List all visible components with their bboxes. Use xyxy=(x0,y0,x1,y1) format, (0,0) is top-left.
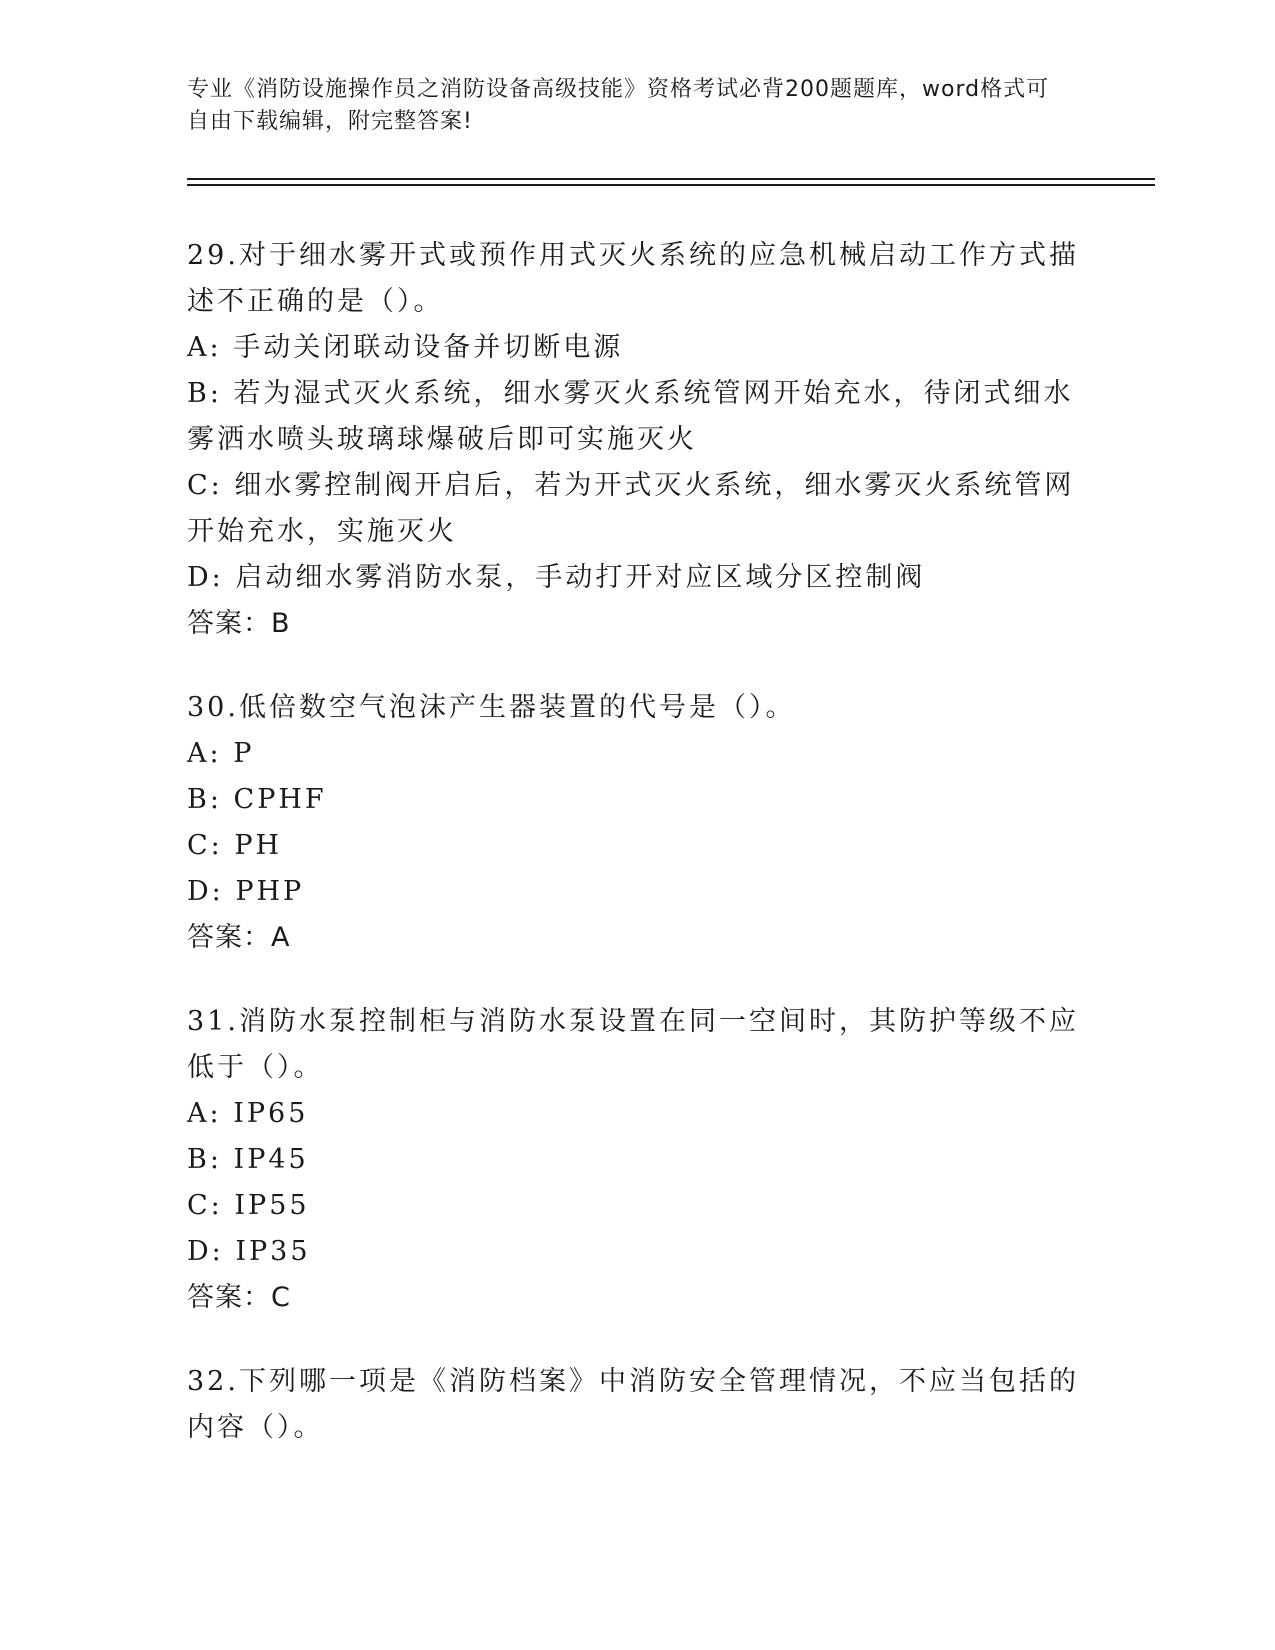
option-a xyxy=(187,731,1087,777)
option-b xyxy=(187,371,1087,463)
option-text: CPHF xyxy=(233,784,327,815)
option-key: B: xyxy=(187,784,222,815)
option-b xyxy=(187,1137,1087,1183)
header-divider-top xyxy=(187,178,1155,180)
option-key: D: xyxy=(187,562,224,593)
option-key: D: xyxy=(187,1236,224,1267)
option-b xyxy=(187,777,1087,823)
document-header: 专业《消防设施操作员之消防设备高级技能》资格考试必背200题题库，word格式可自由下载编辑，附完整答案! xyxy=(187,77,1050,134)
option-text: IP35 xyxy=(235,1236,311,1267)
option-key: C: xyxy=(187,830,223,861)
option-d xyxy=(187,555,1087,601)
option-text: IP45 xyxy=(233,1144,309,1175)
option-text: 启动细水雾消防水泵，手动打开对应区域分区控制阀 xyxy=(235,562,926,593)
option-key: C: xyxy=(187,470,223,501)
option-key: A: xyxy=(187,332,222,363)
option-text: 手动关闭联动设备并切断电源 xyxy=(233,332,624,363)
question-stem: 29.对于细水雾开式或预作用式灭火系统的应急机械启动工作方式描述不正确的是（）。 xyxy=(187,240,1079,317)
answer-line: 答案：C xyxy=(187,1282,291,1313)
option-key: D: xyxy=(187,876,224,907)
option-key: B: xyxy=(187,378,222,409)
question-stem: 32.下列哪一项是《消防档案》中消防安全管理情况，不应当包括的内容（）。 xyxy=(187,1366,1079,1443)
option-text: IP65 xyxy=(233,1098,309,1129)
option-text: PH xyxy=(234,830,283,861)
question-30 xyxy=(187,685,1087,961)
question-29 xyxy=(187,233,1087,647)
option-a xyxy=(187,325,1087,371)
option-text: 若为湿式灭火系统，细水雾灭火系统管网开始充水，待闭式细水雾洒水喷头玻璃球爆破后即可实施灭火 xyxy=(187,378,1074,455)
option-key: A: xyxy=(187,738,222,769)
header-divider-bottom xyxy=(187,184,1155,186)
option-key: A: xyxy=(187,1098,222,1129)
question-list xyxy=(187,233,1087,1489)
option-d xyxy=(187,1229,1087,1275)
answer-line: 答案：B xyxy=(187,608,291,639)
option-a xyxy=(187,1091,1087,1137)
option-text: PHP xyxy=(235,876,305,907)
question-stem: 30.低倍数空气泡沫产生器装置的代号是（）。 xyxy=(187,692,796,723)
option-text: P xyxy=(233,738,255,769)
question-stem: 31.消防水泵控制柜与消防水泵设置在同一空间时，其防护等级不应低于（）。 xyxy=(187,1006,1079,1083)
option-text: 细水雾控制阀开启后，若为开式灭火系统，细水雾灭火系统管网开始充水，实施灭火 xyxy=(187,470,1075,547)
option-c xyxy=(187,823,1087,869)
option-c xyxy=(187,463,1087,555)
option-c xyxy=(187,1183,1087,1229)
option-key: C: xyxy=(187,1190,223,1221)
answer-line: 答案：A xyxy=(187,922,291,953)
question-32 xyxy=(187,1359,1087,1451)
question-31 xyxy=(187,999,1087,1321)
option-d xyxy=(187,869,1087,915)
option-key: B: xyxy=(187,1144,222,1175)
option-text: IP55 xyxy=(234,1190,310,1221)
